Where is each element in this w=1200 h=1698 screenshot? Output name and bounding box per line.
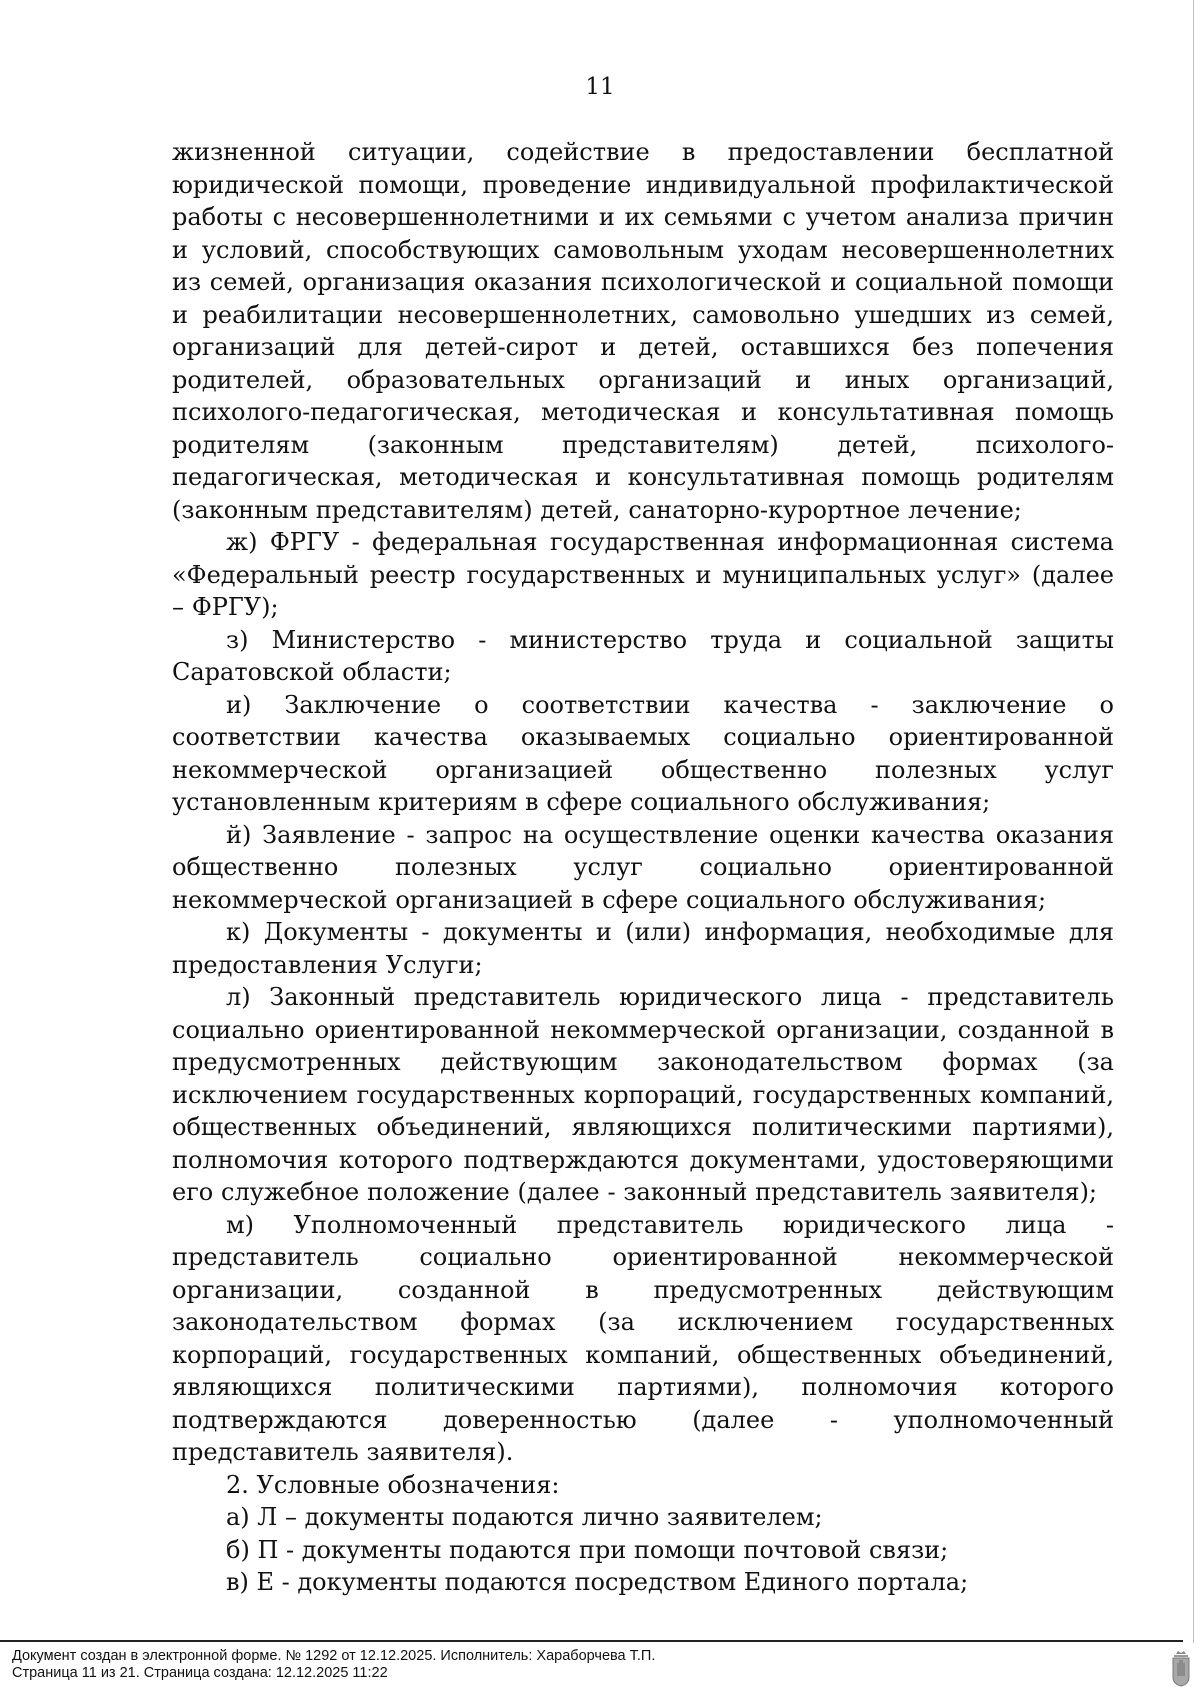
paragraph-i-kratkoe: й) Заявление - запрос на осуществление оценки качества оказания общественно полезных услуг социально ориентированной некоммерческой организацией в сфере социального обслуживания; (172, 820, 1114, 914)
coat-of-arms-icon (1170, 1650, 1192, 1688)
paragraph-continuation: жизненной ситуации, содействие в предоставлении бесплатной юридической помощи, проведение индивидуальной профилактической работы с несовершеннолетними и их семьями с учетом анализа причин и условий, способствующих самовольным уходам несовершеннолетних из семей, организация оказания психологической и социальной помощи и реабилитации несовершеннолетних, самовольно ушедших из семей, организаций для детей-сирот и детей, оставшихся без попечения родителей, образовательных организаций и иных организаций, психолого-педагогическая, методическая и консультативная помощь родителям (законным представителям) детей, психолого-педагогическая, методическая и консультативная помощь родителям (законным представителям) детей, санаторно-курортное лечение; (172, 138, 1114, 524)
list-item: в) Е - документы подаются посредством Единого портала; (226, 1568, 969, 1596)
section-heading: 2. Условные обозначения: (226, 1470, 560, 1499)
page-number: 11 (585, 74, 615, 100)
list-item: б) П - документы подаются при помощи почтовой связи; (226, 1535, 949, 1564)
footer-document-info: Документ создан в электронной форме. № 1292 от 12.12.2025. Исполнитель: Хараборчева Т.П. (12, 1648, 656, 1664)
footer-page-info: Страница 11 из 21. Страница создана: 12.12.2025 11:22 (12, 1665, 388, 1681)
paragraph-i: и) Заключение о соответствии качества - заключение о соответствии качества оказываемых социально ориентированной некоммерческой организацией общественно полезных услуг установленным критериям в сфере социального обслуживания; (172, 690, 1114, 816)
paragraph-l: л) Законный представитель юридического лица - представитель социально ориентированной некоммерческой организации, созданной в предусмотренных действующим законодательством формах (за исключением государственных корпораций, государственных компаний, общественных объединений, являющихся политическими партиями), полномочия которого подтверждаются документами, удостоверяющими его служебное положение (далее - законный представитель заявителя); (172, 983, 1114, 1206)
paragraph-zh: ж) ФРГУ - федеральная государственная информационная система «Федеральный реестр государственных и муниципальных услуг» (далее – ФРГУ); (172, 528, 1114, 621)
document-body (172, 136, 1114, 1599)
footer (12, 1648, 655, 1682)
paragraph-m: м) Уполномоченный представитель юридического лица - представитель социально ориентированной некоммерческой организации, созданной в предусмотренных действующим законодательством формах (за исключением государственных корпораций, государственных компаний, общественных объединений, являющихся политическими партиями), полномочия которого подтверждаются доверенностью (далее - уполномоченный представитель заявителя). (172, 1210, 1114, 1466)
paragraph-k: к) Документы - документы и (или) информация, необходимые для предоставления Услуги; (172, 918, 1114, 979)
right-page-edge (1193, 0, 1194, 1643)
footer-divider (0, 1640, 1183, 1642)
list-item: а) Л – документы подаются лично заявителем; (226, 1503, 823, 1531)
paragraph-z: з) Министерство - министерство труда и социальной защиты Саратовской области; (172, 625, 1114, 686)
